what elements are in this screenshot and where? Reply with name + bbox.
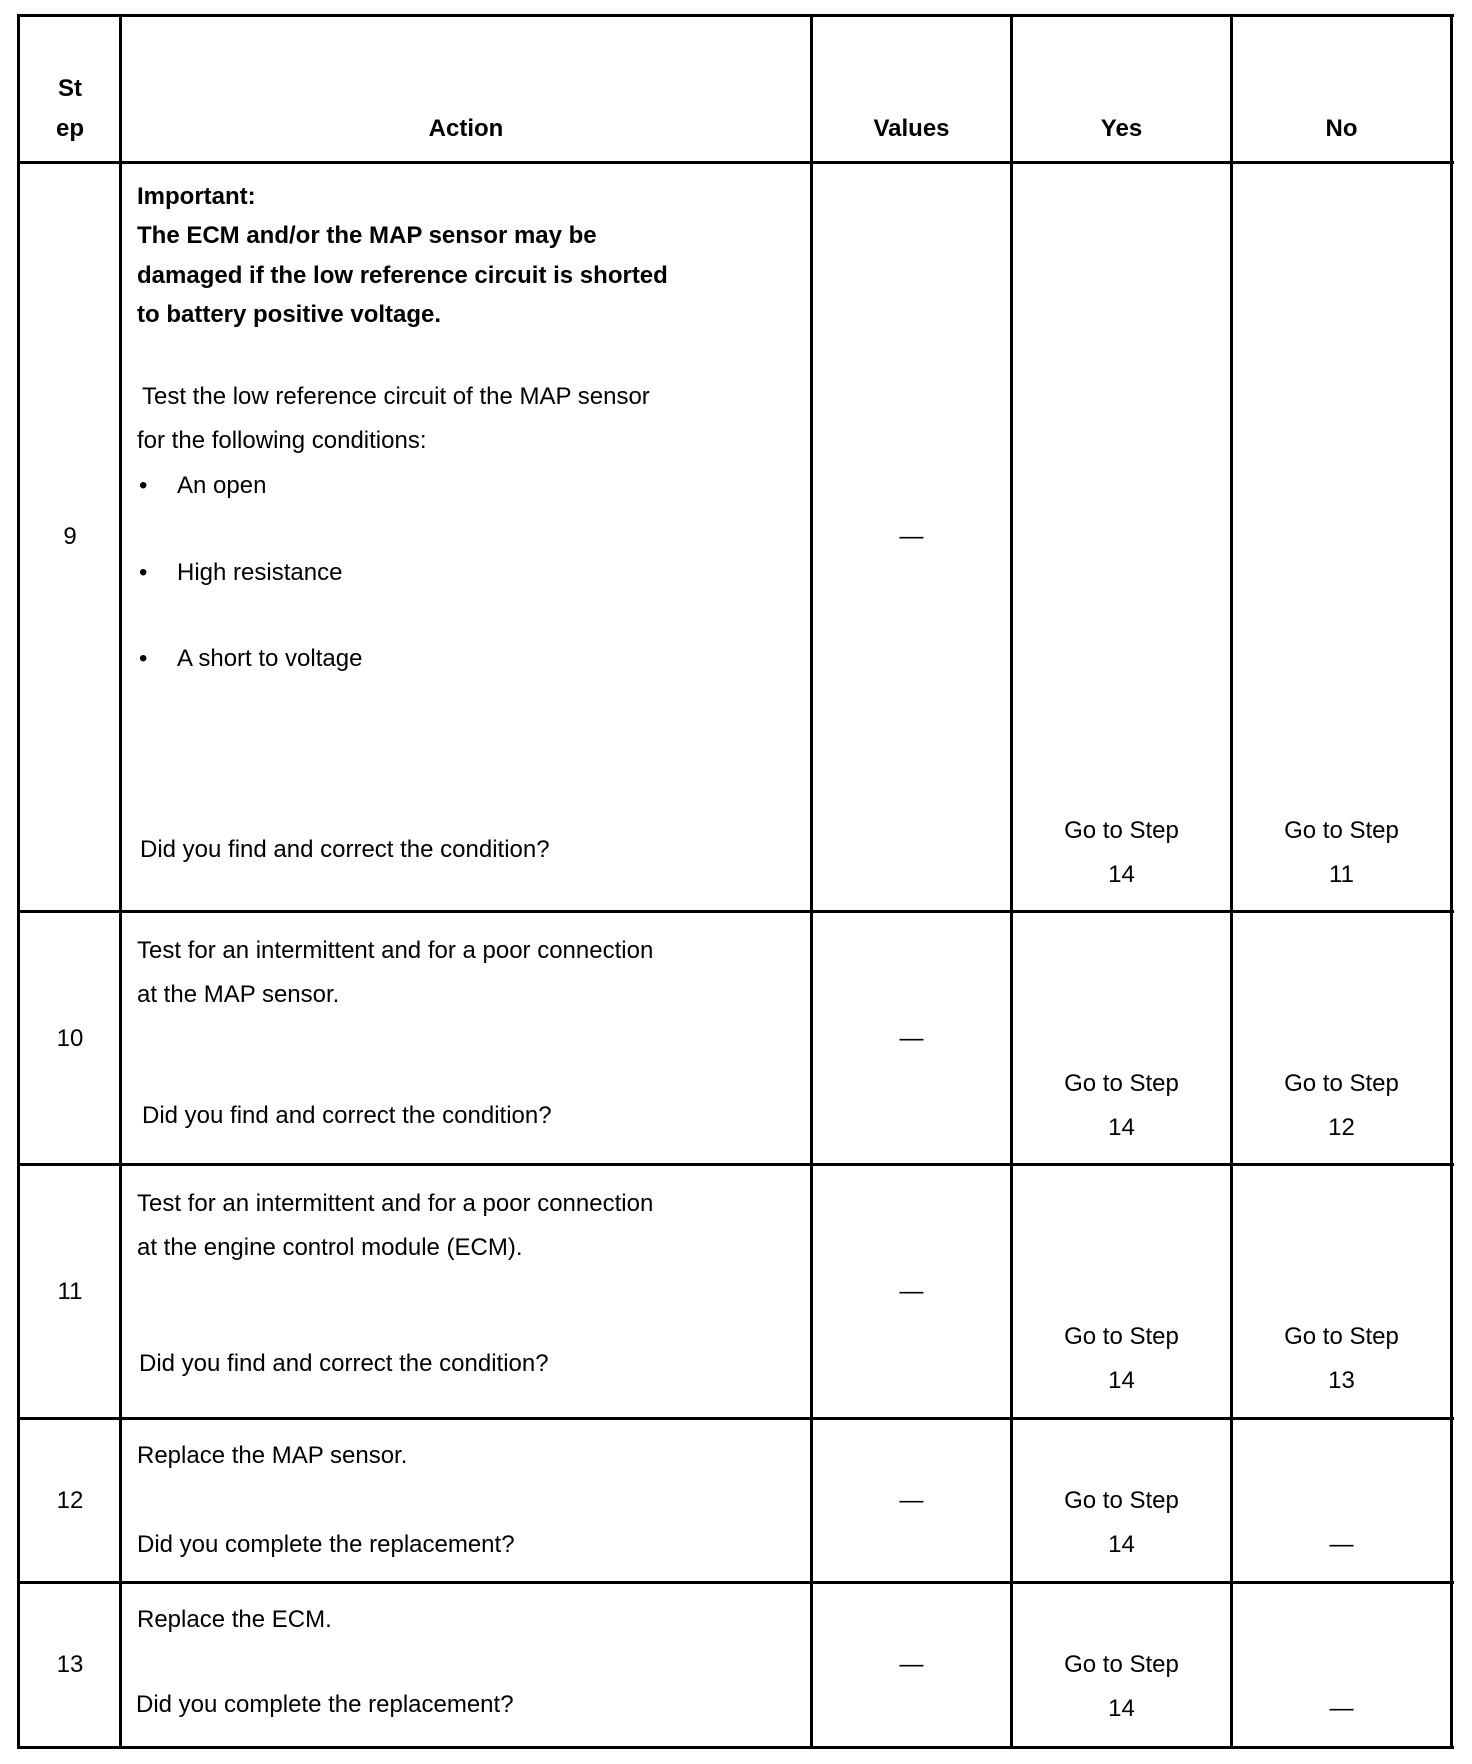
row-divider — [17, 1163, 1454, 1166]
yes-step[interactable]: 14 — [1108, 1531, 1135, 1558]
bullet-item: A short to voltage — [177, 645, 363, 672]
no-dash: — — [1329, 1695, 1354, 1722]
yes-step[interactable]: 14 — [1108, 1695, 1135, 1722]
step-number: 11 — [57, 1278, 83, 1305]
bullet-icon: • — [139, 559, 148, 586]
yes-step[interactable]: 14 — [1108, 861, 1135, 888]
action-text: at the engine control module (ECM). — [137, 1234, 523, 1261]
bullet-item: High resistance — [177, 559, 343, 586]
question-text: Did you complete the replacement? — [136, 1691, 514, 1718]
step-number: 10 — [56, 1025, 84, 1052]
important-label: Important: — [137, 183, 256, 210]
yes-link[interactable]: Go to Step — [1064, 1487, 1179, 1514]
header-step: ep — [55, 115, 84, 142]
no-dash: — — [1329, 1531, 1354, 1558]
bullet-icon: • — [139, 472, 148, 499]
table-border — [17, 14, 1454, 17]
question-text: Did you find and correct the condition? — [140, 836, 550, 863]
important-text: to battery positive voltage. — [137, 301, 442, 328]
row-divider — [17, 1581, 1454, 1584]
step-number: 9 — [63, 523, 77, 550]
header-action: Action — [428, 115, 504, 142]
yes-link[interactable]: Go to Step — [1064, 1323, 1179, 1350]
step-number: 13 — [56, 1651, 84, 1678]
question-text: Did you find and correct the condition? — [139, 1350, 549, 1377]
header-no: No — [1325, 115, 1358, 142]
header-yes: Yes — [1100, 115, 1143, 142]
header-values: Values — [873, 115, 950, 142]
yes-step[interactable]: 14 — [1108, 1367, 1135, 1394]
no-step[interactable]: 11 — [1329, 861, 1354, 888]
row-divider — [17, 910, 1454, 913]
action-text: Test the low reference circuit of the MAP sensor — [142, 383, 650, 410]
step-number: 12 — [56, 1487, 84, 1514]
no-link[interactable]: Go to Step — [1284, 817, 1399, 844]
no-link[interactable]: Go to Step — [1284, 1323, 1399, 1350]
row-divider — [17, 1417, 1454, 1420]
table-border — [1450, 14, 1453, 1749]
action-text: at the MAP sensor. — [137, 981, 340, 1008]
table-border — [17, 1746, 1454, 1749]
no-step[interactable]: 13 — [1328, 1367, 1355, 1394]
important-text: The ECM and/or the MAP sensor may be — [137, 222, 597, 249]
yes-step[interactable]: 14 — [1108, 1114, 1135, 1141]
action-text: for the following conditions: — [137, 427, 427, 454]
header-step: St — [58, 75, 82, 102]
bullet-item: An open — [177, 472, 267, 499]
value-dash: — — [899, 1487, 924, 1514]
value-dash: — — [899, 1651, 924, 1678]
action-text: Replace the ECM. — [137, 1606, 332, 1633]
yes-link[interactable]: Go to Step — [1064, 817, 1179, 844]
no-step[interactable]: 12 — [1328, 1114, 1355, 1141]
important-text: damaged if the low reference circuit is shorted — [137, 262, 668, 289]
value-dash: — — [899, 1278, 924, 1305]
action-text: Replace the MAP sensor. — [137, 1442, 408, 1469]
no-link[interactable]: Go to Step — [1284, 1070, 1399, 1097]
question-text: Did you complete the replacement? — [137, 1531, 515, 1558]
action-text: Test for an intermittent and for a poor connection — [137, 1190, 654, 1217]
row-divider — [17, 161, 1454, 164]
action-text: Test for an intermittent and for a poor connection — [137, 937, 654, 964]
yes-link[interactable]: Go to Step — [1064, 1651, 1179, 1678]
bullet-icon: • — [139, 645, 148, 672]
question-text: Did you find and correct the condition? — [142, 1102, 552, 1129]
yes-link[interactable]: Go to Step — [1064, 1070, 1179, 1097]
value-dash: — — [899, 1025, 924, 1052]
value-dash: — — [899, 523, 924, 550]
